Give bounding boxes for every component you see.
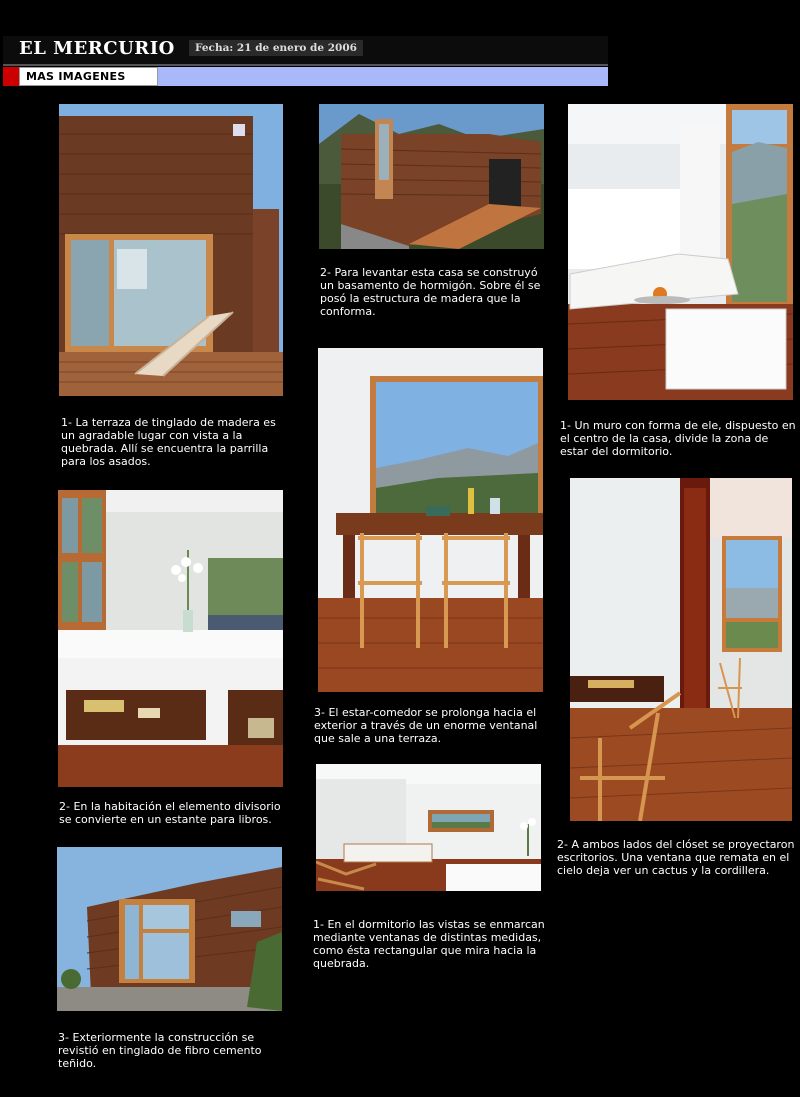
caption-bookshelf: 2- En la habitación el elemento divisorio se convierte en un estante para libros.	[59, 800, 281, 826]
caption-bedroom: 1- En el dormitorio las vistas se enmarcan mediante ventanas de distintas medidas, como ésta rectangular que mira hacia la quebrada.	[313, 918, 545, 970]
caption-concrete-base: 2- Para levantar esta casa se construyó un basamento de hormigón. Sobre él se posó la estructura de madera que la conforma.	[320, 266, 541, 318]
caption-l-wall: 1- Un muro con forma de ele, dispuesto en el centro de la casa, divide la zona de estar del dormitorio.	[560, 419, 796, 458]
newspaper-logo: EL MERCURIO	[19, 38, 175, 59]
photo-living-room-wall[interactable]	[568, 104, 793, 400]
caption-dining: 3- El estar-comedor se prolonga hacia el exterior a través de un enorme ventanal que sale a una terraza.	[314, 706, 538, 745]
caption-terrace: 1- La terraza de tinglado de madera es un agradable lugar con vista a la quebrada. Allí se encuentra la parrilla para los asados.	[61, 416, 276, 468]
section-marker	[3, 67, 19, 86]
section-label: MAS IMAGENES	[19, 67, 158, 86]
masthead	[3, 36, 608, 66]
photo-closet-desks[interactable]	[570, 478, 792, 821]
caption-closet-desks: 2- A ambos lados del clóset se proyectaron escritorios. Una ventana que remata en el cielo deja ver un cactus y la cordillera.	[557, 838, 795, 877]
caption-exterior-cladding: 3- Exteriormente la construcción se revistió en tinglado de fibro cemento teñido.	[58, 1031, 262, 1070]
photo-concrete-base[interactable]	[319, 104, 544, 249]
photo-bedroom-window[interactable]	[316, 764, 541, 891]
section-bar	[3, 67, 608, 86]
photo-bookshelf-divider[interactable]	[58, 490, 283, 787]
publication-date: Fecha: 21 de enero de 2006	[189, 40, 363, 56]
photo-exterior-cladding[interactable]	[57, 847, 282, 1011]
photo-terrace-exterior[interactable]	[59, 104, 283, 396]
photo-dining-window[interactable]	[318, 348, 543, 692]
